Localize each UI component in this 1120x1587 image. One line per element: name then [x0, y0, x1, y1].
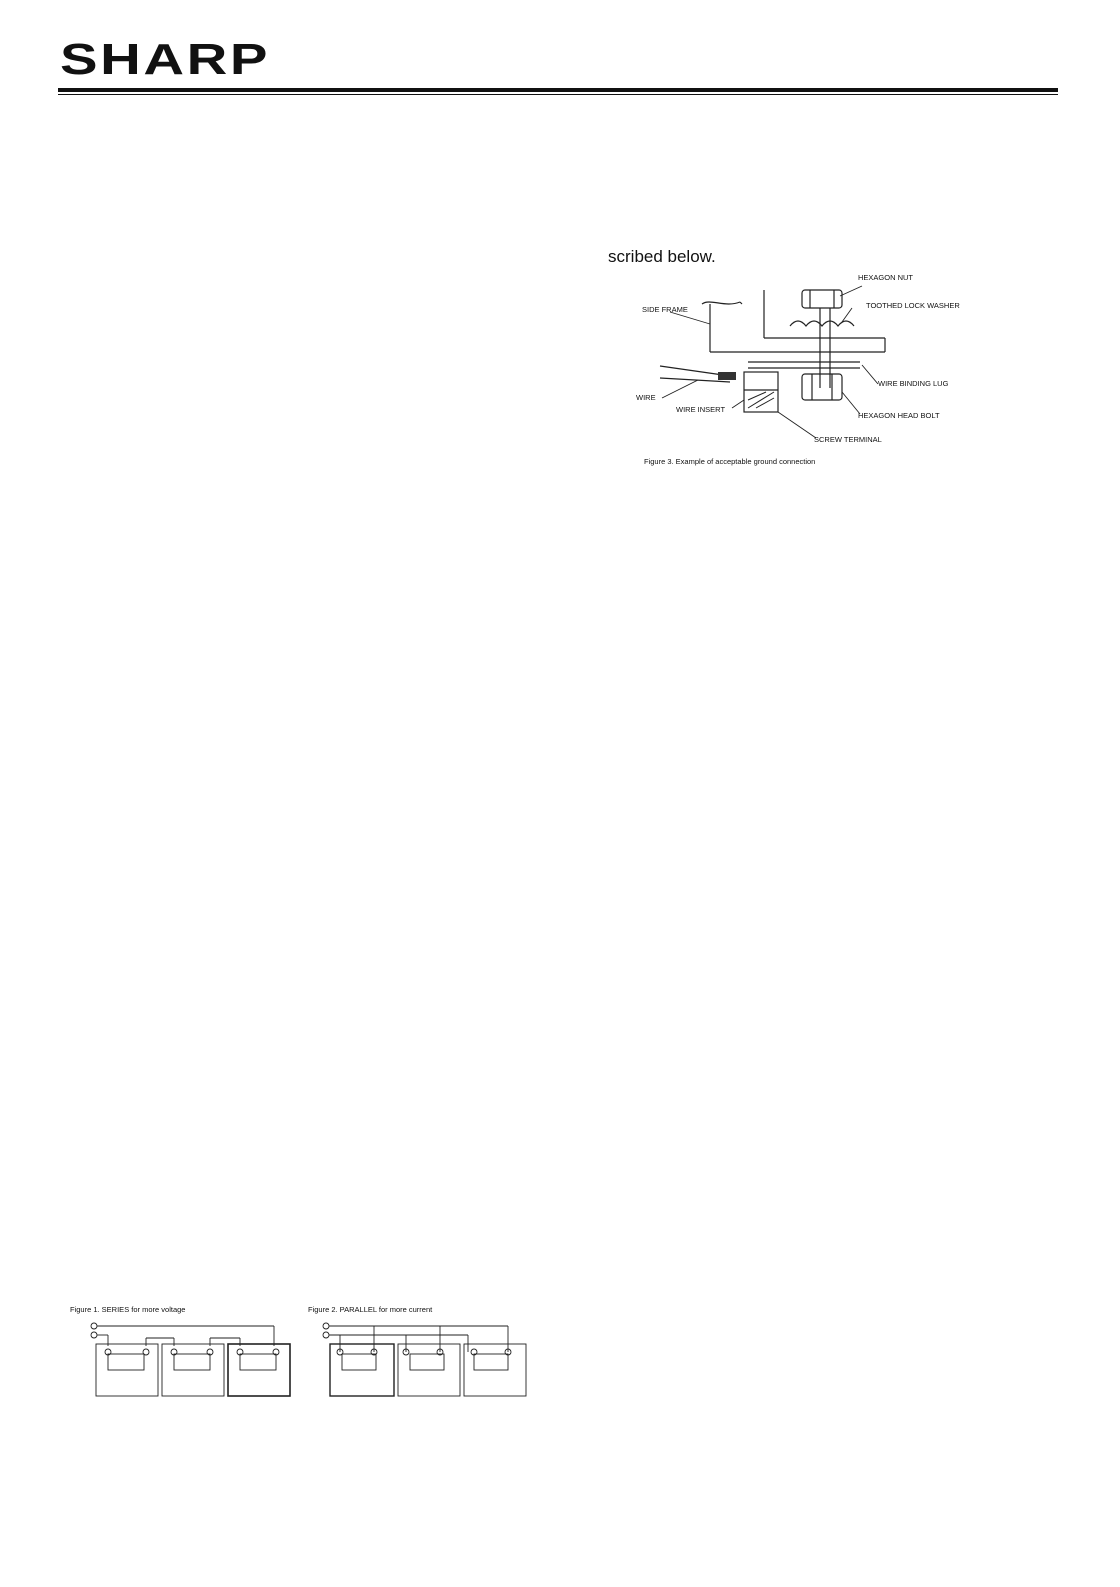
- label-wire-insert: WIRE INSERT: [676, 405, 726, 414]
- label-hexagon-nut: HEXAGON NUT: [858, 273, 914, 282]
- figure-1-2-wiring: [68, 1300, 538, 1400]
- label-hexagon-head-bolt: HEXAGON HEAD BOLT: [858, 411, 940, 420]
- figure-1-caption: Figure 1. SERIES for more voltage: [70, 1305, 186, 1314]
- label-screw-terminal: SCREW TERMINAL: [814, 435, 882, 444]
- sharp-logo: SHARP: [60, 35, 270, 84]
- label-wire: WIRE: [636, 393, 656, 402]
- figure-2-caption: Figure 2. PARALLEL for more current: [308, 1305, 433, 1314]
- label-wire-binding-lug: WIRE BINDING LUG: [878, 379, 949, 388]
- body-text: scribed below.: [608, 247, 716, 266]
- label-side-frame: SIDE FRAME: [642, 305, 688, 314]
- label-toothed-lock-washer: TOOTHED LOCK WASHER: [866, 301, 960, 310]
- header-rule: [58, 88, 1058, 92]
- header-rule-thin: [58, 94, 1058, 95]
- figure-3-ground-connection: [630, 268, 990, 476]
- figure-3-caption: Figure 3. Example of acceptable ground connection: [644, 457, 816, 466]
